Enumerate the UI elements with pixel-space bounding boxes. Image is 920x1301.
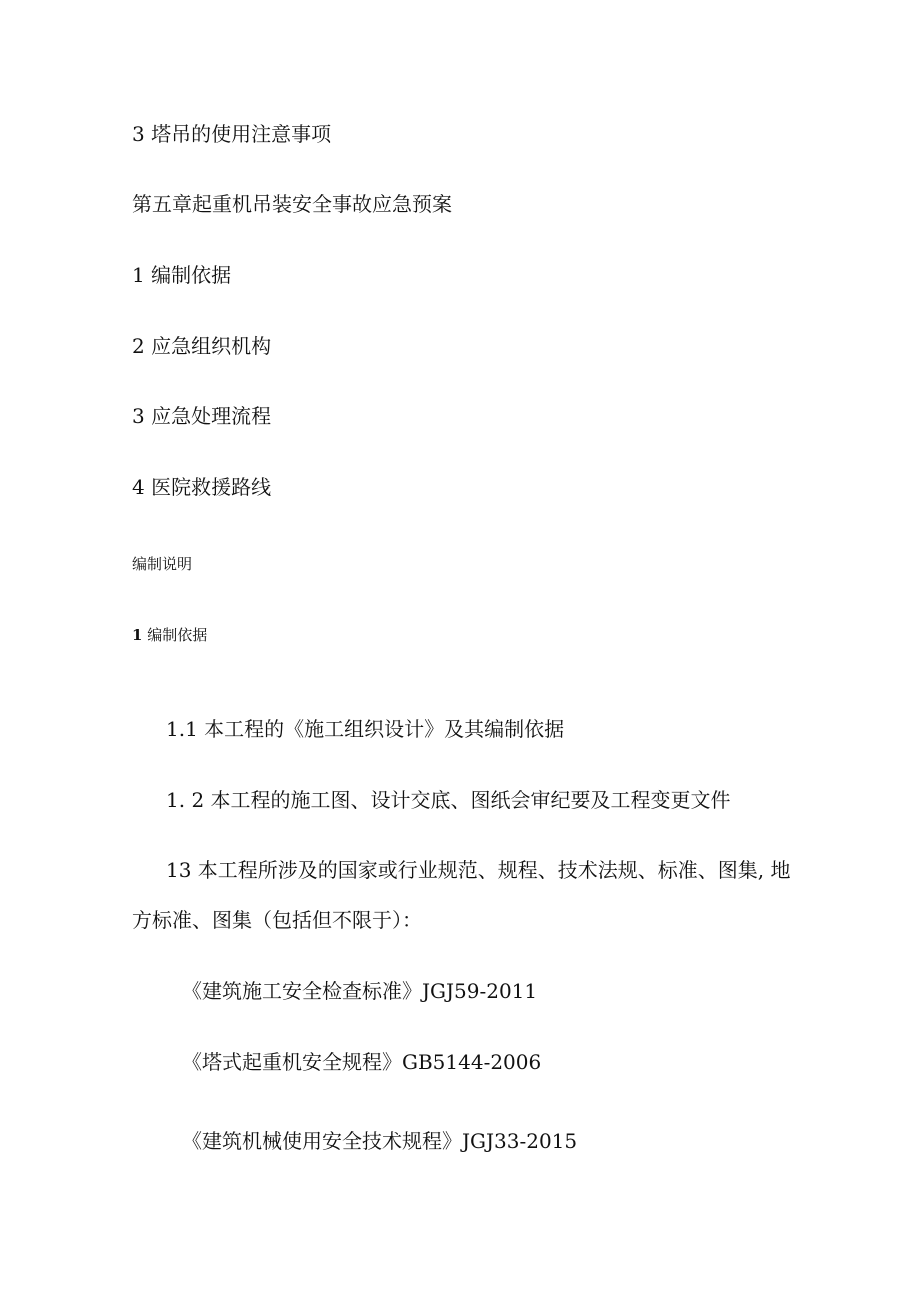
toc-item-basis: 1 编制依据 (132, 263, 232, 287)
basis-item-1-3-line1: 13 本工程所涉及的国家或行业规范、规程、技术法规、标准、图集, 地 (166, 858, 791, 882)
toc-item-emergency-process: 3 应急处理流程 (132, 404, 272, 428)
standard-item: 《建筑机械使用安全技术规程》JGJ33-2015 (182, 1129, 578, 1153)
toc-item-tower-crane-notes: 3 塔吊的使用注意事项 (132, 122, 332, 146)
toc-item-hospital-route: 4 医院救援路线 (132, 475, 272, 499)
basis-item-1-1: 1.1 本工程的《施工组织设计》及其编制依据 (166, 717, 565, 741)
subsection-title: 编制依据 (147, 626, 208, 644)
standard-item: 《建筑施工安全检查标准》JGJ59-2011 (182, 979, 538, 1003)
toc-item-emergency-org: 2 应急组织机构 (132, 334, 272, 358)
basis-item-1-2: 1. 2 本工程的施工图、设计交底、图纸会审纪要及工程变更文件 (166, 788, 731, 812)
basis-item-1-3-line2: 方标准、图集（包括但不限于）： (132, 908, 422, 932)
subsection-heading (132, 628, 207, 643)
standard-item: 《塔式起重机安全规程》GB5144-2006 (182, 1050, 542, 1074)
toc-chapter5-title: 第五章起重机吊装安全事故应急预案 (132, 192, 452, 216)
section-title: 编制说明 (132, 555, 193, 573)
subsection-number: 1 (132, 626, 143, 644)
